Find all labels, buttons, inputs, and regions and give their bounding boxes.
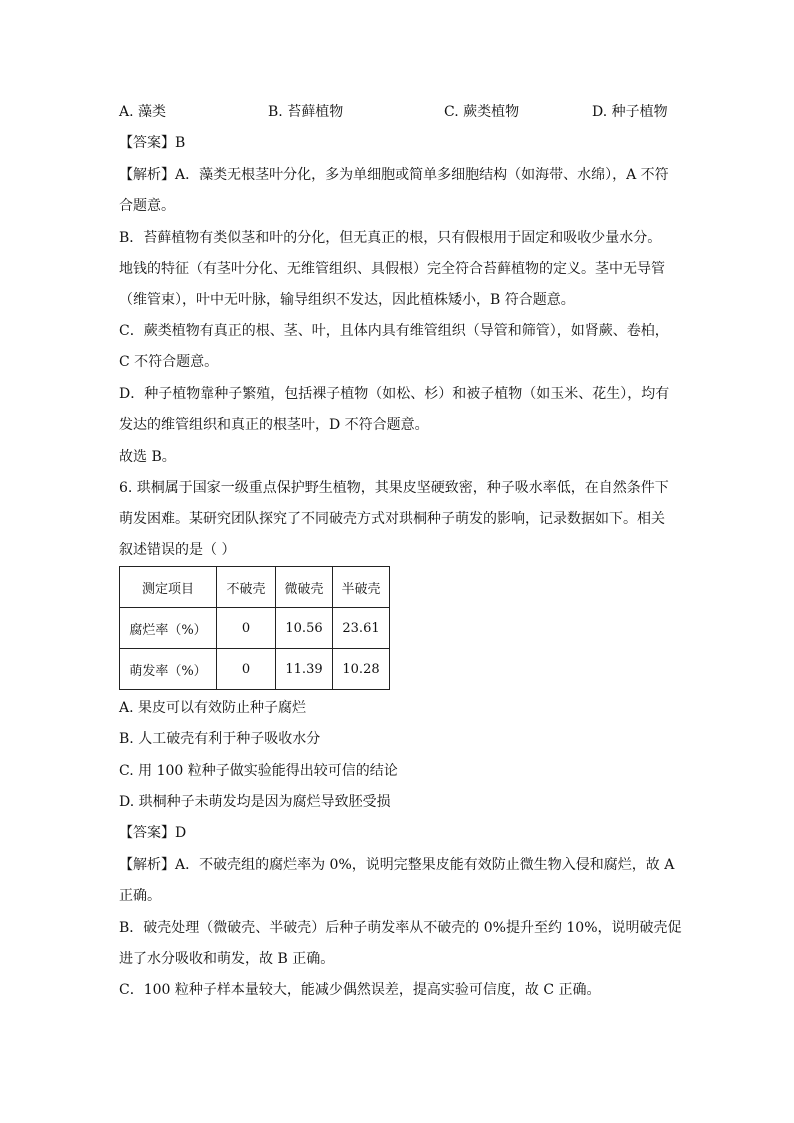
analysis-line: C 不符合题意。 [119,354,219,370]
question-stem: 6. 珙桐属于国家一级重点保护野生植物，其果皮坚硬致密，种子吸水率低，在自然条件下 [119,480,669,496]
analysis-line: 合题意。 [119,198,175,214]
option-item: C. 用 100 粒种子做实验能得出较可信的结论 [119,763,398,779]
analysis-line: B．苔藓植物有类似茎和叶的分化，但无真正的根，只有假根用于固定和吸收少量水分。 [119,230,662,246]
analysis-line: 故选 B。 [119,449,176,465]
option-b: B. 苔藓植物 [268,104,344,120]
table-header-cell: 微破壳 [276,567,333,608]
analysis-line: B．破壳处理（微破壳、半破壳）后种子萌发率从不破壳的 0%提升至约 10%，说明破壳促 [119,920,682,936]
analysis-line: 【解析】A．不破壳组的腐烂率为 0%，说明完整果皮能有效防止微生物入侵和腐烂，故 A [119,857,675,873]
table-cell: 0 [217,608,276,649]
answer-label: 【答案】B [119,135,186,151]
option-item: D. 珙桐种子未萌发均是因为腐烂导致胚受损 [119,794,391,810]
option-a: A. 藻类 [119,104,167,120]
table-header-cell: 半破壳 [333,567,390,608]
table-cell: 腐烂率（%） [120,608,217,649]
table-cell: 11.39 [276,649,333,690]
analysis-line: C．蕨类植物有真正的根、茎、叶，且体内具有维管组织（导管和筛管），如肾蕨、卷柏， [119,323,669,339]
option-d: D. 种子植物 [592,104,668,120]
question-stem: 萌发困难。某研究团队探究了不同破壳方式对珙桐种子萌发的影响，记录数据如下。相关 [119,511,665,527]
table-cell: 萌发率（%） [120,649,217,690]
table-row [120,649,390,690]
table-header-row [120,567,390,608]
analysis-line: 【解析】A．藻类无根茎叶分化，多为单细胞或简单多细胞结构（如海带、水绵），A 不符 [119,167,669,183]
option-item: A. 果皮可以有效防止种子腐烂 [119,700,307,716]
table-cell: 23.61 [333,608,390,649]
analysis-line: （维管束），叶中无叶脉，输导组织不发达，因此植株矮小，B 符合题意。 [119,292,575,308]
analysis-line: D．种子植物靠种子繁殖，包括裸子植物（如松、杉）和被子植物（如玉米、花生），均有 [119,386,670,402]
analysis-line: C．100 粒种子样本量较大，能减少偶然误差，提高实验可信度，故 C 正确。 [119,982,601,998]
table-header-cell: 测定项目 [120,567,217,608]
table-cell: 10.56 [276,608,333,649]
analysis-line: 正确。 [119,888,161,904]
question-stem: 叙述错误的是（ ） [119,542,236,558]
table-row [120,608,390,649]
table-header-cell: 不破壳 [217,567,276,608]
option-c: C. 蕨类植物 [444,104,520,120]
analysis-line: 进了水分吸收和萌发，故 B 正确。 [119,951,335,967]
data-table [119,566,390,690]
analysis-line: 发达的维管组织和真正的根茎叶，D 不符合题意。 [119,417,429,433]
analysis-line: 地钱的特征（有茎叶分化、无维管组织、具假根）完全符合苔藓植物的定义。茎中无导管 [119,261,665,277]
table-cell: 10.28 [333,649,390,690]
answer-label: 【答案】D [119,825,187,841]
table-cell: 0 [217,649,276,690]
option-item: B. 人工破壳有利于种子吸收水分 [119,731,321,747]
